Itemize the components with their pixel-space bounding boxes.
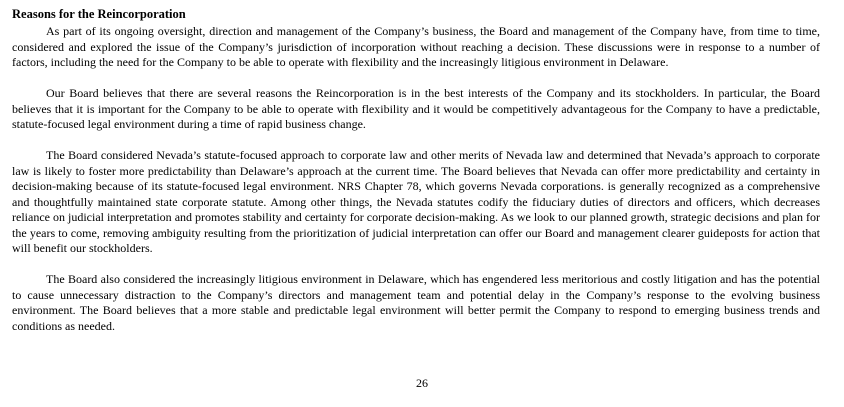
- paragraph-1: As part of its ongoing oversight, direction and management of the Company’s business, the Board and management of the Company have, from time to time, considered and explored the issue of the Company’s jurisdiction of incorporation without reaching a decision. These discussions were in response to a number of factors, including the need for the Company to be able to operate with flexibility and the increasingly litigious environment in Delaware.: [12, 24, 820, 69]
- section-heading: Reasons for the Reincorporation: [12, 7, 186, 21]
- page-number: 26: [416, 376, 428, 390]
- paragraph-2: Our Board believes that there are several reasons the Reincorporation is in the best interests of the Company and its stockholders. In particular, the Board believes that it is important for the Company to be able to operate with flexibility and it would be competitively advantageous for the Company to have a predictable, statute-focused legal environment during a time of rapid business change.: [12, 86, 820, 131]
- paragraph-3: The Board considered Nevada’s statute-focused approach to corporate law and other merits of Nevada law and determined that Nevada’s approach to corporate law is likely to foster more predictability than Delaware’s approach at the current time. The Board believes that Nevada can offer more predictability and certainty in decision-making because of its statute-focused legal environment. NRS Chapter 78, which governs Nevada corporations. is generally recognized as a comprehensive and thoughtfully maintained state corporate statute. Among other things, the Nevada statutes codify the fiduciary duties of directors and officers, which decreases reliance on judicial interpretation and promotes stability and certainty for corporate decision-making. As we look to our planned growth, strategic decisions and plan for the years to come, removing ambiguity resulting from the prioritization of judicial interpretation can offer our Board and management clearer guideposts for action that will benefit our stockholders.: [12, 148, 820, 255]
- paragraph-4: The Board also considered the increasingly litigious environment in Delaware, which has engendered less meritorious and costly litigation and has the potential to cause unnecessary distraction to the Company’s directors and management team and potential delay in the Company’s response to the evolving business environment. The Board believes that a more stable and predictable legal environment will better permit the Company to respond to emerging business trends and conditions as needed.: [12, 272, 820, 333]
- document-page: [12, 7, 820, 350]
